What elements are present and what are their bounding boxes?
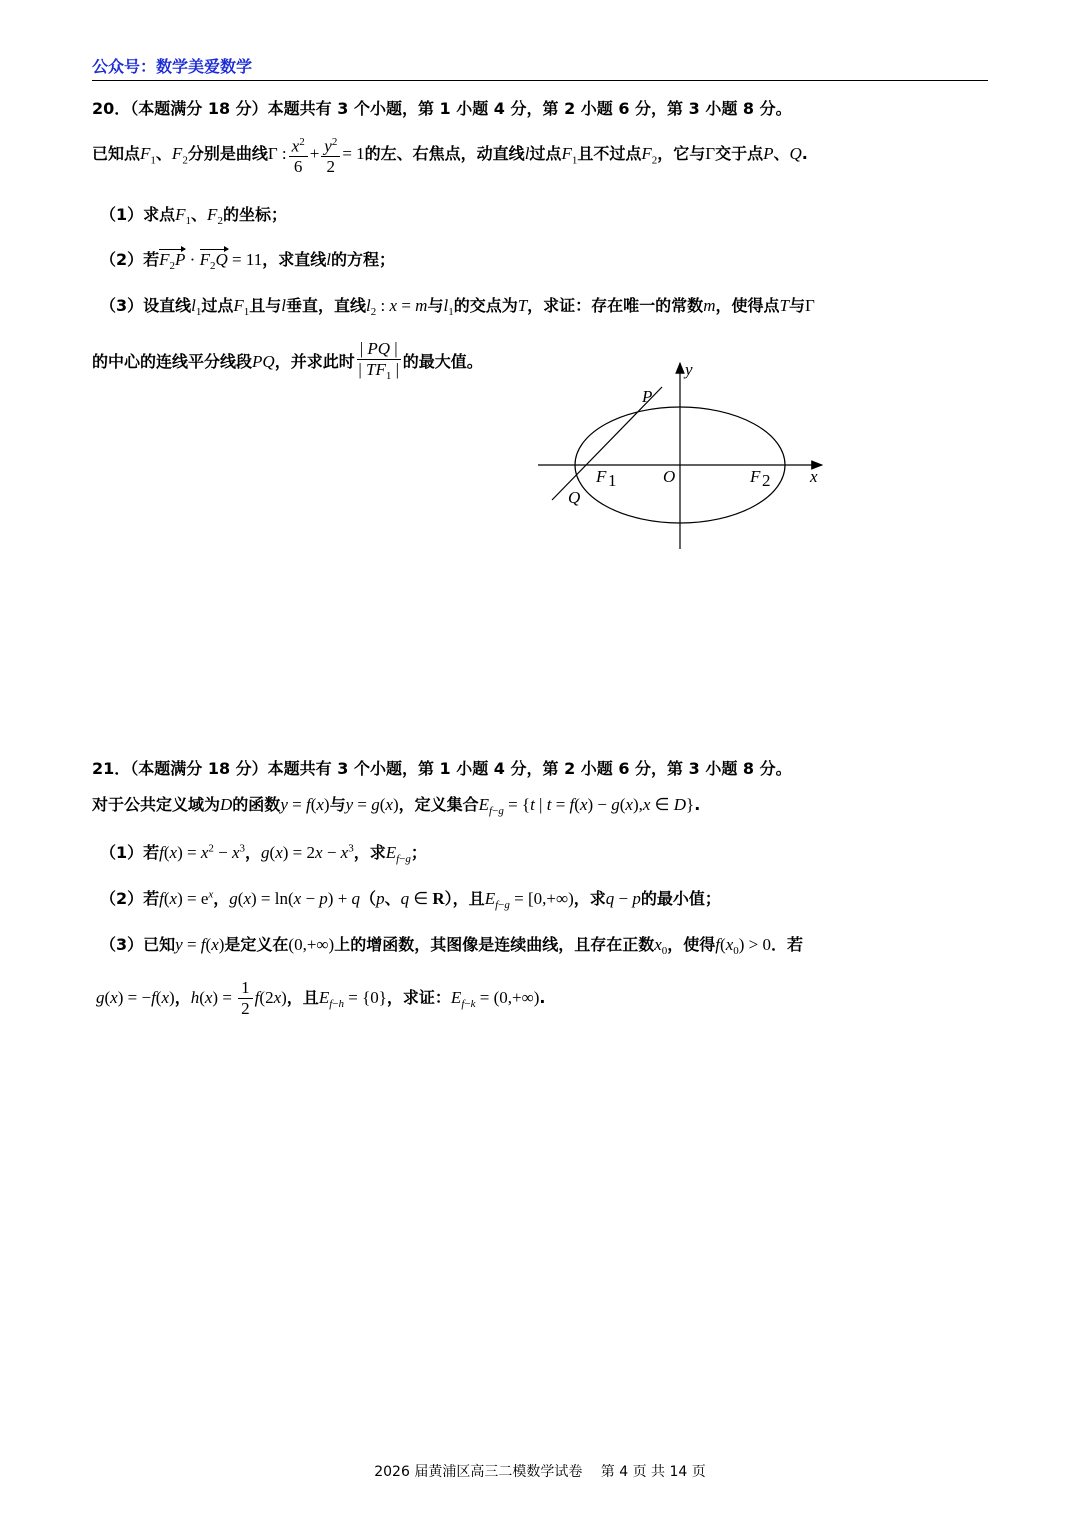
- label-f2: F: [750, 467, 761, 486]
- header-divider: [92, 80, 988, 81]
- q21-part3-line2: g(x) = −f(x)，h(x) = $\frac{1}{2}$ f(2x)，且$E_{f-h} = \{0\}$，求证：$E_{f-k} = (0,+\infty)$.: [96, 978, 546, 1018]
- q21-part1: （1）若$f(x) = x^2 - x^3$，$g(x) = 2x - x^3$，求$E_{f-g}$；: [100, 842, 427, 866]
- label-x: x: [810, 467, 818, 486]
- fraction-y2-2: $\frac{y^2}{2}$: [321, 132, 340, 177]
- label-f1-sub: 1: [608, 471, 617, 490]
- q20-part3-line2: 的中心的连线平分线段PQ，并求此时 $\frac{| PQ |}{| TF_1 |}$ 的最大值。: [92, 338, 483, 386]
- q20-intro: 20．（本题满分 18 分）本题共有 3 个小题，第 1 小题 4 分，第 2 小题 6 分，第 3 小题 8 分。: [92, 99, 792, 118]
- fraction-one-half: $\frac{1}{2}$: [238, 978, 253, 1019]
- q21-intro: 21．（本题满分 18 分）本题共有 3 个小题，第 1 小题 4 分，第 2 小题 6 分，第 3 小题 8 分。: [92, 759, 792, 778]
- q21-part3-line1: （3）已知y = f(x)是定义在(0,+∞)上的增函数，其图像是连续曲线，且存在正数$x_0$，使得$f(x_0) > 0$．若: [100, 935, 803, 958]
- q20-part1: （1）求点$F_1$、$F_2$的坐标；: [100, 205, 287, 228]
- label-origin: O: [663, 467, 676, 486]
- q20-stem: 已知点$F_1$、$F_2$分别是曲线Γ : $\frac{x^2}{6}$ + $\frac{y^2}{2}$ = 1的左、右焦点，动直线l过点$F_1$且不过点$F_2$，它与Γ交于点P、Q.: [92, 132, 808, 182]
- page-footer: 2026 届黄浦区高三二模数学试卷 第 4 页 共 14 页: [374, 1464, 706, 1480]
- header-title: 公众号：数学美爱数学: [92, 57, 253, 76]
- q21-part2: （2）若$f(x) = e^x$，g(x) = ln(x − p) + q（p、q ∈ R），且$E_{f-g} = [0,+\infty)$，求q − p的最小值；: [100, 888, 721, 912]
- fraction-x2-6: $\frac{x^2}{6}$: [289, 132, 308, 177]
- label-p: P: [642, 387, 653, 406]
- label-f1: F: [596, 467, 607, 486]
- ellipse-figure: [530, 355, 830, 555]
- label-f2-sub: 2: [762, 471, 771, 490]
- q20-part2: （2）若$F_2P \cdot F_2Q = 11$，求直线l的方程；: [100, 250, 395, 273]
- q21-stem: 对于公共定义域为D的函数y = f(x)与y = g(x)，定义集合$E_{f-g} = \{t$ | t = f(x) − g(x),x ∈ D}.: [92, 795, 701, 818]
- label-q: Q: [568, 488, 581, 507]
- label-y: y: [685, 360, 693, 379]
- q20-part3-line1: （3）设直线$l_1$过点$F_1$且与l垂直，直线$l_2$ : x = m与$l_1$的交点为T，求证：存在唯一的常数m，使得点T与Γ: [100, 296, 815, 319]
- fraction-pq-tf1: $\frac{| PQ |}{| TF_1 |}$: [358, 338, 400, 383]
